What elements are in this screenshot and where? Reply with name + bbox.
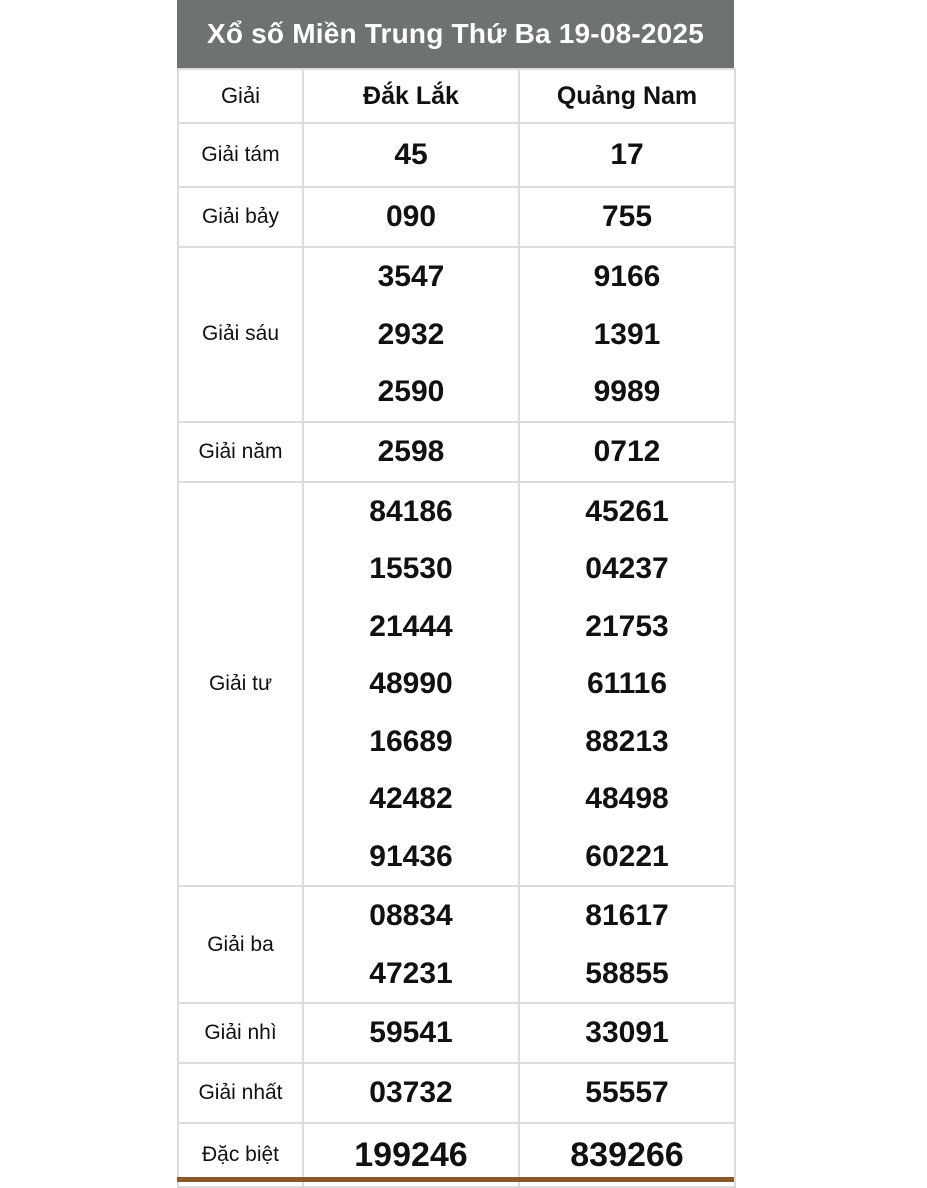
header-province-2: Quảng Nam [519, 69, 735, 123]
result-number: 21444 [369, 609, 453, 643]
result-number: 839266 [570, 1136, 684, 1174]
result-number: 60221 [585, 839, 669, 873]
results-title: Xổ số Miền Trung Thứ Ba 19-08-2025 [177, 0, 734, 68]
result-number: 755 [601, 200, 653, 233]
prize-label: Đặc biệt [178, 1123, 303, 1187]
province-1-results [303, 1063, 519, 1123]
result-number: 91436 [369, 839, 453, 873]
result-number: 48990 [369, 667, 453, 700]
result-number: 84186 [369, 494, 453, 528]
result-number: 88213 [585, 724, 669, 758]
result-number: 58855 [585, 956, 669, 990]
result-number: 03732 [369, 1076, 453, 1109]
prize-label: Giải năm [178, 422, 303, 482]
prize-row [178, 482, 735, 887]
province-1-results [303, 1003, 519, 1063]
province-1-results [303, 422, 519, 482]
province-2-results [519, 482, 735, 887]
province-2-results [519, 886, 735, 1003]
province-2-results [519, 187, 735, 247]
province-1-results [303, 247, 519, 422]
prize-row [178, 187, 735, 247]
result-number: 21753 [585, 609, 669, 643]
prize-label: Giải tư [178, 482, 303, 887]
result-number: 81617 [585, 899, 669, 932]
prize-row [178, 886, 735, 1003]
results-table [177, 68, 736, 1188]
bottom-divider [177, 1177, 734, 1182]
result-number: 48498 [585, 782, 669, 815]
prize-label: Giải ba [178, 886, 303, 1003]
result-number: 1391 [593, 317, 661, 351]
province-1-results [303, 187, 519, 247]
result-number: 199246 [354, 1136, 468, 1174]
result-number: 17 [610, 138, 644, 171]
result-number: 0712 [593, 434, 661, 468]
result-number: 2932 [377, 317, 445, 351]
result-number: 9166 [593, 260, 661, 293]
province-1-results [303, 123, 519, 187]
result-number: 9989 [593, 375, 661, 408]
province-2-results [519, 1003, 735, 1063]
prize-label: Giải tám [178, 123, 303, 187]
province-1-results [303, 482, 519, 887]
result-number: 16689 [369, 724, 453, 758]
result-number: 47231 [369, 956, 453, 990]
prize-row [178, 247, 735, 422]
results-container [177, 0, 734, 1188]
prize-label: Giải bảy [178, 187, 303, 247]
province-2-results [519, 123, 735, 187]
prize-row [178, 1003, 735, 1063]
header-prize-label: Giải [178, 69, 303, 123]
prize-label: Giải nhất [178, 1063, 303, 1123]
result-number: 45 [394, 138, 428, 171]
result-number: 33091 [585, 1016, 669, 1049]
province-2-results [519, 422, 735, 482]
result-number: 08834 [369, 899, 453, 932]
province-2-results [519, 247, 735, 422]
prize-label: Giải sáu [178, 247, 303, 422]
prize-row [178, 123, 735, 187]
result-number: 2590 [377, 375, 445, 408]
prize-row [178, 422, 735, 482]
result-number: 61116 [586, 667, 668, 700]
header-province-1: Đắk Lắk [303, 69, 519, 123]
result-number: 42482 [369, 782, 453, 815]
prize-label: Giải nhì [178, 1003, 303, 1063]
result-number: 45261 [585, 494, 669, 528]
result-number: 04237 [585, 552, 669, 585]
province-1-results [303, 886, 519, 1003]
result-number: 59541 [369, 1016, 453, 1049]
header-row [178, 69, 735, 123]
result-number: 2598 [377, 434, 445, 468]
result-number: 15530 [369, 552, 453, 585]
result-number: 55557 [585, 1076, 669, 1109]
prize-row [178, 1063, 735, 1123]
result-number: 090 [385, 200, 437, 233]
result-number: 3547 [377, 260, 445, 293]
province-2-results [519, 1063, 735, 1123]
